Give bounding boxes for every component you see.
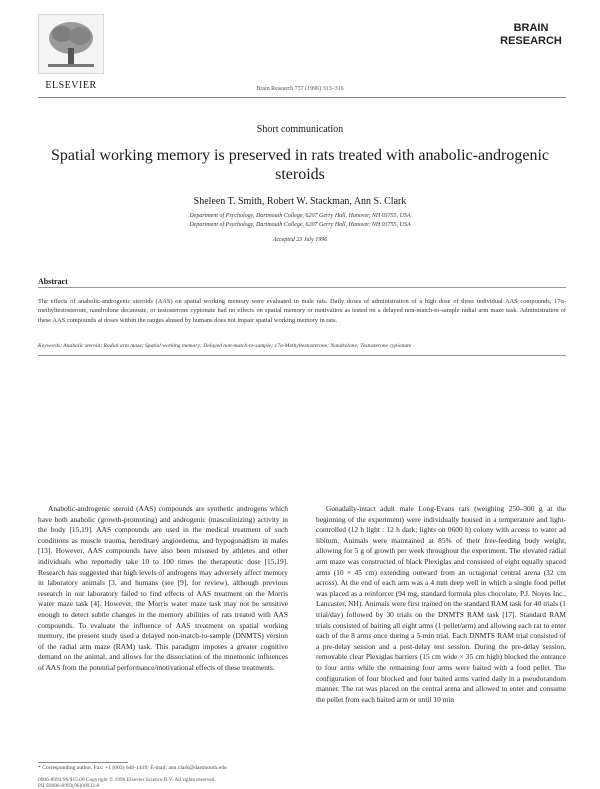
copyright-line-1: 0006-8993/96/$15.00 Copyright © 1996 Elsevier Science B.V. All rights reserved. <box>38 777 216 783</box>
copyright-line-2: PII S0006-8993(96)00932-8 <box>38 783 100 789</box>
body-paragraph: Gonadally-intact adult male Long-Evans rats (weighing 250–300 g at the beginning of the experiment) were individually housed in a temperature and light-controlled (12 h light : 12 h dark; lights on 0600 h) colony with access to water ad libitum. Animals were maintained at 85% of their free-feeding body weight, allowing for 5 g of growth per week throughout the experiment. The elevated radial arm maze was constructed of black Plexiglas and consisted of eight equally spaced arms (10 × 45 cm) extending outward from an octagonal central arena (32 cm across). At the end of each arm was a 4 mm deep well in which a single food pellet was placed as a reinforcer (94 mg, standard formula plus chocolate, P.J. Noyes Inc., Lancaster, NH). Animals were first trained on the standard RAM task for 40 trials (1 trial/day) followed by 30 trials on the DNMTS RAM task [17]. Standard RAM trials consisted of baiting all eight arms (1 pellet/arm) and allowing each rat to enter each of the 8 arms once during a 5-min trial. Each DNMTS RAM trial consisted of a pre-delay session and a post-delay test session. During the pre-delay session, removable clear Plexiglas barriers (15 cm wide × 35 cm high) blocked the entrance to four arms while the remaining four arms were baited with a food pellet. The configuration of four blocked and four baited arms varied daily in a pseudorandom manner. The rat was placed on the central arena and allowed to enter and consume the pellet from each baited arm or until 10 min <box>316 504 566 704</box>
publisher-logo <box>38 14 104 74</box>
abstract-text: The effects of anabolic-androgenic steroids (AAS) on spatial working memory were evaluated in male rats. Daily doses of administration of a high dose of three individual AAS compounds, 17α-methyltestosterone, nandrolone decanoate, or testosterone cypionate had no effects on spatial memory or motivation as tested on a delayed non-match-to-sample radial arm maze task. Administration of these AAS compounds at doses within the ranges abused by humans does not impair spatial working memory in rats. <box>38 298 566 324</box>
journal-reference: Brain Research 737 (1996) 313–316 <box>256 86 344 92</box>
copyright-notice <box>38 777 288 789</box>
author-list: Sheleen T. Smith, Robert W. Stackman, Ann S. Clark <box>193 196 407 207</box>
tree-logo-icon <box>38 14 104 74</box>
affiliation-2: Department of Psychology, Dartmouth College, 6207 Gerry Hall, Hanover, NH 03755, USA <box>189 222 411 228</box>
article-title: Spatial working memory is preserved in rats treated with anabolic-androgenic steroids <box>50 147 550 183</box>
body-column-right <box>316 504 566 705</box>
journal-brand <box>486 22 576 48</box>
accepted-date: Accepted 23 July 1996 <box>272 237 328 243</box>
header-divider <box>38 97 566 98</box>
body-column-left <box>38 504 288 674</box>
affiliation-1: Department of Psychology, Dartmouth College, 6207 Gerry Hall, Hanover, NH 03755, USA <box>189 213 411 219</box>
journal-brand-line1: BRAIN <box>513 22 549 34</box>
footnote-divider <box>38 762 128 763</box>
article-type: Short communication <box>256 124 344 135</box>
keywords: Keywords: Anabolic steroid; Radial arm maze; Spatial working memory; Delayed non-match-to-sample; 17α-Methyltestosterone; Nandrolone; Testosterone cypionate <box>38 343 412 349</box>
abstract-divider-bottom <box>38 355 566 356</box>
corresponding-author-footnote: * Corresponding author. Fax: +1 (603) 646-1419; E-mail: ann.clark@dartmouth.edu <box>38 765 227 771</box>
journal-brand-line2: RESEARCH <box>500 35 562 47</box>
abstract-heading: Abstract <box>38 277 68 286</box>
body-paragraph: Anabolic-androgenic steroid (AAS) compounds are synthetic androgens which have both anabolic (growth-promoting) and androgenic (masculinizing) activity in the body [15,19]. AAS compounds are used in the medical treatment of such conditions as muscle trauma, hereditary angioedema, and hypogonadism in males [13]. However, AAS compounds have also been misused by athletes and other individuals who reportedly take 10 to 100 times the therapeutic dose [15,19]. Research has suggested that high levels of androgens may adversely affect memory in laboratory animals [3, and humans (see [9], for review), although previous research in our laboratory failed to find effects of AAS treatment on the Morris water maze task [4]. However, the Morris water maze task may not be sensitive enough to detect subtle changes in the memory abilities of rats treated with AAS compounds. To evaluate the influence of AAS treatment on spatial working memory, the present study used a delayed non-match-to-sample (DNMTS) version of the radial arm maze (RAM) task. This paradigm imposes a greater cognitive demand on the animal, and allows for the dissociation of the mnemonic influences of AAS from the potential performance/motivational effects of these treatments. <box>38 504 288 672</box>
publisher-name: ELSEVIER <box>45 80 97 91</box>
abstract-divider-top <box>38 287 566 288</box>
